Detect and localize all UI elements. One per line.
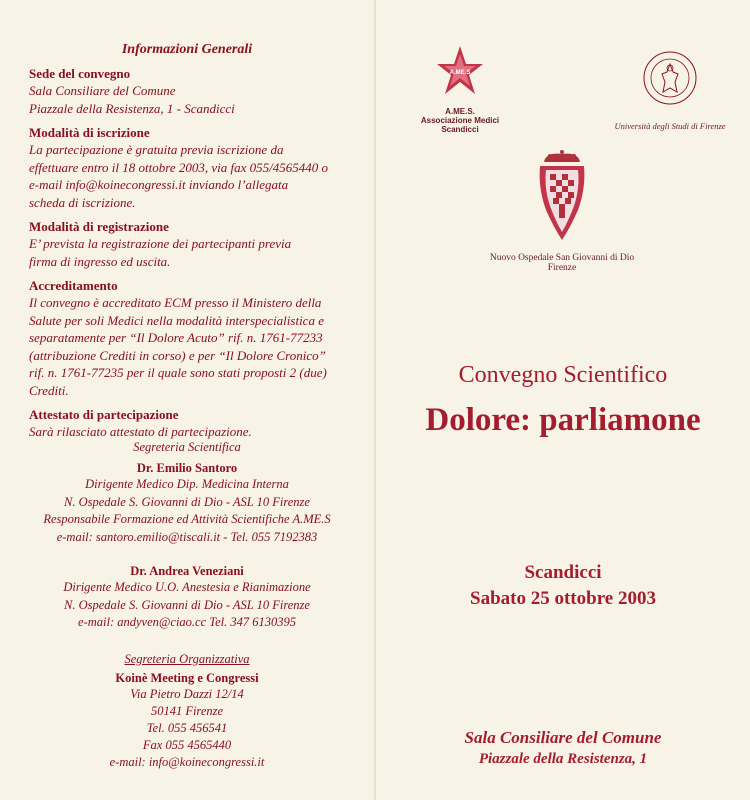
organizer-email[interactable]: e-mail: info@koinecongressi.it (109, 755, 265, 769)
section-line: Il convegno è accreditato ECM presso il Ministero della (29, 295, 322, 310)
section-registration-mode (29, 125, 369, 211)
section-line: Sala Consiliare del Comune (29, 83, 176, 98)
event-date: Sabato 25 ottobre 2003 (470, 588, 656, 609)
section-line: firma di ingresso ed uscita. (29, 253, 171, 269)
section-title: Modalità di iscrizione (29, 125, 150, 140)
section-line: effettuare entro il 18 ottobre 2003, via fax 055/4565440 o (29, 159, 328, 175)
person-line: N. Ospedale S. Giovanni di Dio - ASL 10 Firenze (64, 597, 310, 612)
person-line: Dirigente Medico U.O. Anestesia e Rianimazione (63, 580, 311, 594)
university-logo (610, 50, 730, 131)
section-title: Attestato di partecipazione (29, 407, 179, 422)
left-panel (0, 0, 370, 800)
scientific-secretariat (0, 440, 374, 632)
hospital-name: Nuovo Ospedale San Giovanni di Dio (489, 253, 635, 263)
general-info-heading: Informazioni Generali (121, 42, 253, 57)
section-line: separatamente per “Il Dolore Acuto” rif. n. 1761-77233 (29, 330, 323, 345)
section-line: e-mail info@koinecongressi.it inviando l’allegata (29, 177, 289, 192)
section-title: Sede del convegno (29, 66, 131, 81)
university-seal-icon (642, 50, 698, 106)
organizer-line: Fax 055 4565440 (142, 738, 232, 752)
section-line: La partecipazione è gratuita previa iscrizione da (29, 142, 284, 157)
section-title: Modalità di registrazione (29, 219, 169, 234)
event-address: Piazzale della Resistenza, 1 (478, 751, 648, 767)
section-line: Crediti. (29, 382, 69, 398)
event-title: Dolore: parliamone (425, 402, 701, 438)
general-info-sections (29, 66, 369, 441)
person-email[interactable]: e-mail: santoro.emilio@tiscali.it - Tel. 055 7192383 (56, 529, 318, 544)
right-panel (376, 0, 750, 800)
section-accreditation (29, 278, 369, 399)
person-name: Dr. Andrea Veneziani (130, 564, 244, 578)
ames-mark-text: A.ME.S (449, 70, 471, 76)
organizing-heading: Segreteria Organizzativa (124, 652, 250, 666)
hospital-crest (472, 148, 652, 273)
person-name: Dr. Emilio Santoro (136, 461, 238, 475)
person-line: Dirigente Medico Dip. Medicina Interna (85, 477, 289, 491)
organizing-secretariat (0, 652, 374, 771)
section-title: Accreditamento (29, 278, 118, 293)
section-venue (29, 66, 369, 117)
section-line: scheda di iscrizione. (29, 194, 136, 210)
person-email[interactable]: e-mail: andyven@ciao.cc Tel. 347 6130395 (78, 615, 296, 629)
section-line: (attribuzione Crediti in corso) e per “Il Dolore Cronico” (29, 347, 326, 363)
ames-star-icon (435, 44, 485, 100)
ames-logo (410, 44, 510, 134)
ames-name: A.ME.S. (445, 107, 475, 116)
scientific-heading: Segreteria Scientifica (133, 440, 241, 454)
ames-full-name: Associazione Medici Scandicci (420, 116, 500, 134)
person-line: Responsabile Formazione ed Attività Scientifiche A.ME.S (43, 512, 331, 526)
section-attendance-registration (29, 219, 369, 270)
event-city: Scandicci (524, 562, 602, 583)
organizer-name: Koinè Meeting e Congressi (115, 671, 259, 685)
section-line: rif. n. 1761-77235 per il quale sono stati proposti 2 (due) (29, 365, 327, 380)
organizer-line: Tel. 055 456541 (146, 721, 228, 735)
section-line: Piazzale della Resistenza, 1 - Scandicci (29, 100, 235, 116)
event-venue: Sala Consiliare del Comune (464, 728, 662, 747)
organizer-line: 50141 Firenze (150, 704, 224, 718)
section-line: Sarà rilasciato attestato di partecipazione. (29, 424, 252, 439)
university-name: Università degli Studi di Firenze (614, 121, 726, 131)
organizer-line: Via Pietro Dazzi 12/14 (130, 687, 244, 701)
section-line: Salute per soli Medici nella modalità interspecialistica e (29, 312, 324, 328)
hospital-crest-icon (532, 148, 592, 244)
hospital-city: Firenze (547, 263, 577, 273)
event-subtitle: Convegno Scientifico (458, 362, 668, 388)
section-line: E’ prevista la registrazione dei partecipanti previa (29, 236, 292, 251)
section-certificate (29, 407, 369, 441)
person-line: N. Ospedale S. Giovanni di Dio - ASL 10 Firenze (64, 494, 310, 509)
